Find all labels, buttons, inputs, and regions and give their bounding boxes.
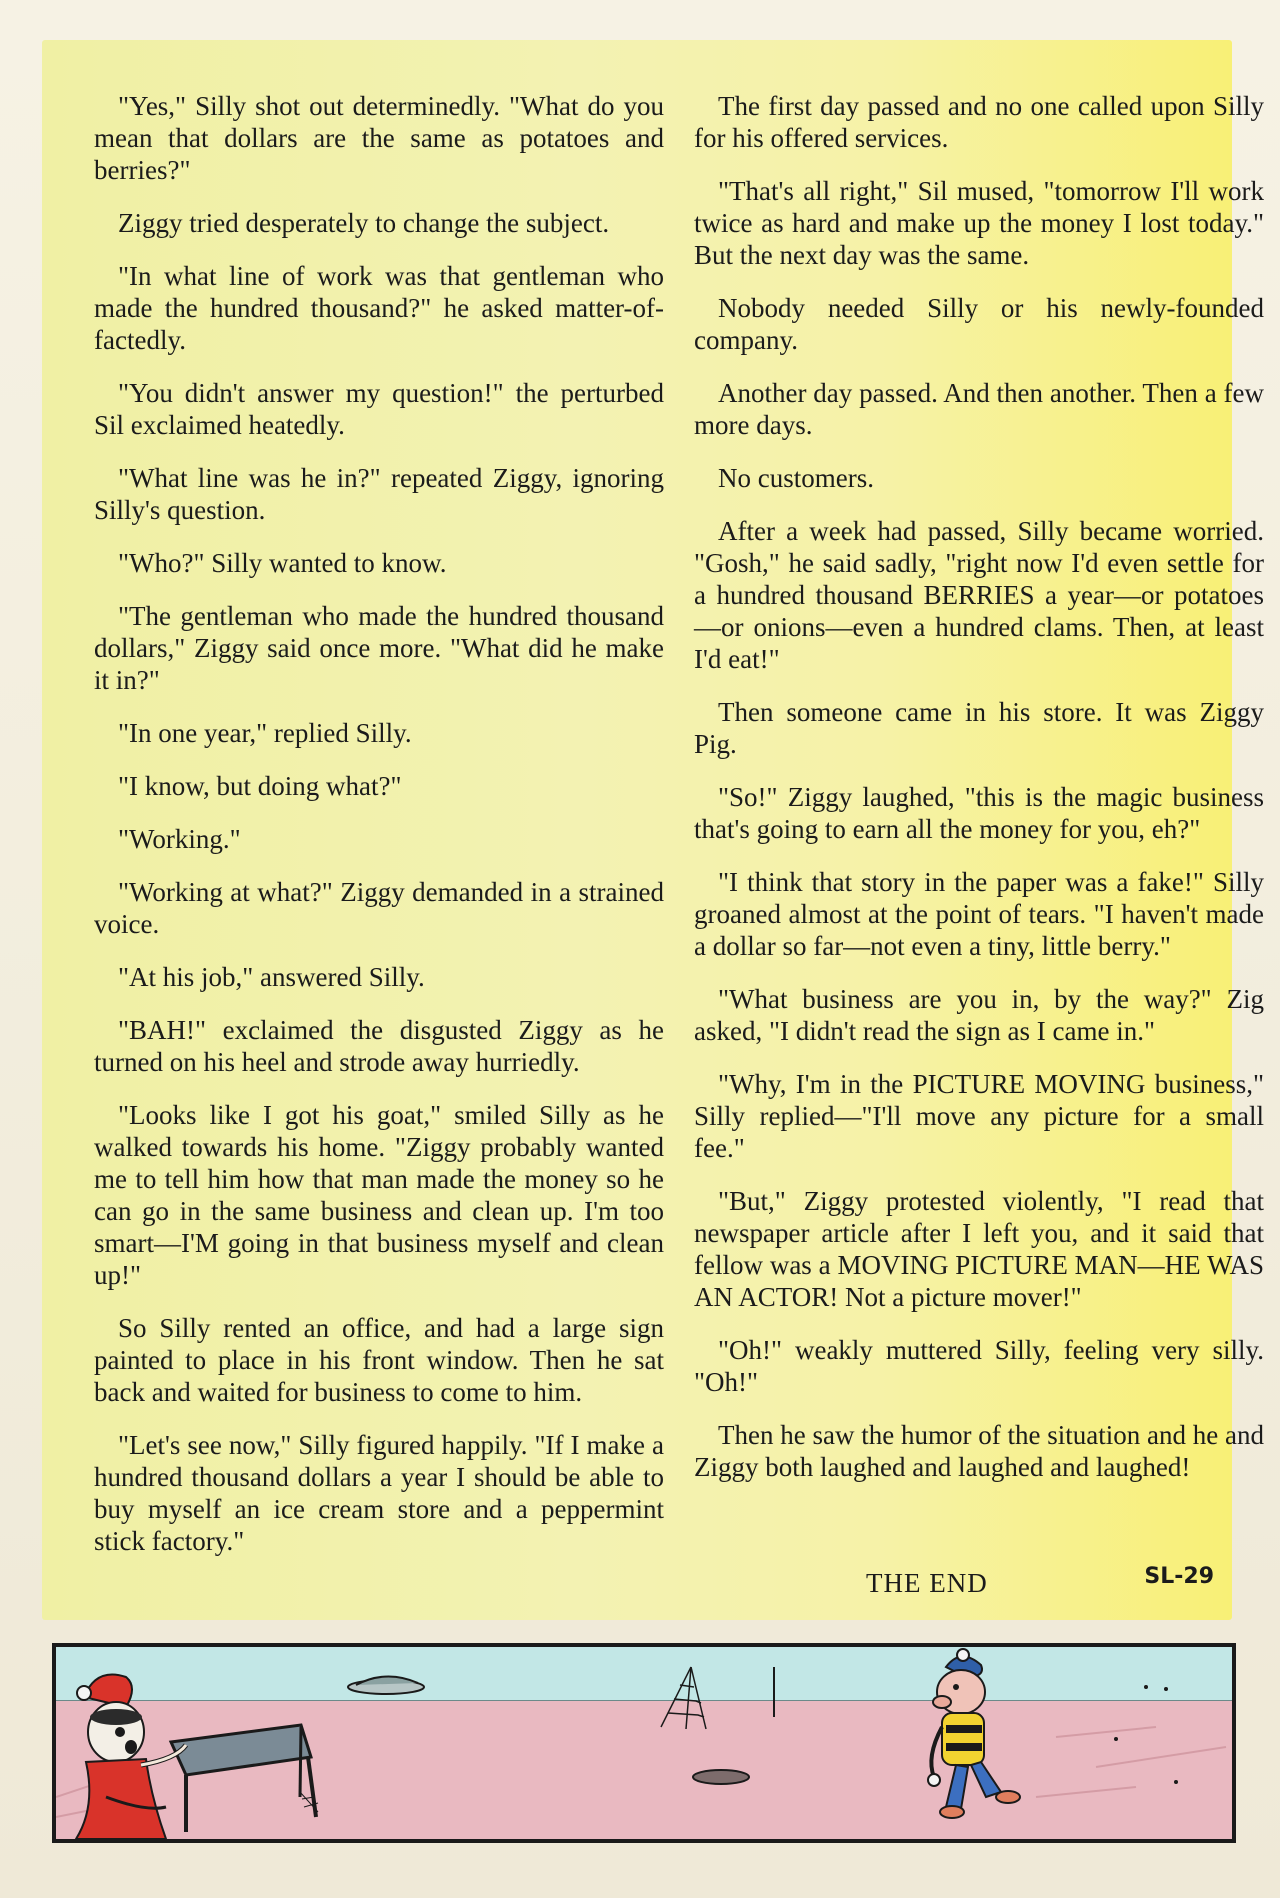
- paragraph: So Silly rented an office, and had a large sign painted to place in his front window. Then he sat back and waited for business to come to him.: [94, 1313, 664, 1407]
- cartoon-panel: [52, 1643, 1236, 1843]
- paragraph: "In one year," replied Silly.: [118, 718, 412, 748]
- paragraph: Then someone came in his store. It was Ziggy Pig.: [694, 697, 1264, 759]
- paragraph: Then he saw the humor of the situation and he and Ziggy both laughed and laughed and laughed!: [694, 1420, 1264, 1482]
- paragraph: Another day passed. And then another. Then a few more days.: [694, 378, 1264, 440]
- paragraph: Nobody needed Silly or his newly-founded company.: [694, 293, 1264, 355]
- ending-row: [652, 1564, 1222, 1608]
- left-text-column: [94, 90, 664, 1578]
- paragraph: "So!" Ziggy laughed, "this is the magic business that's going to earn all the money for you, eh?": [694, 782, 1264, 844]
- cartoon-illustration: [56, 1647, 1232, 1839]
- paragraph: "You didn't answer my question!" the perturbed Sil exclaimed heatedly.: [94, 378, 664, 440]
- paragraph: "Let's see now," Silly figured happily. "If I make a hundred thousand dollars a year I should be able to buy myself an ice cream store and a peppermint stick factory.": [94, 1430, 664, 1556]
- paragraph: "I think that story in the paper was a fake!" Silly groaned almost at the point of tears. "I haven't made a dollar so far—not even a tiny, little berry.": [694, 867, 1264, 961]
- paragraph: Ziggy tried desperately to change the subject.: [118, 208, 610, 238]
- paragraph: "But," Ziggy protested violently, "I read that newspaper article after I left you, and it said that fellow was a MOVING PICTURE MAN—HE WAS AN ACTOR! Not a picture mover!": [694, 1186, 1264, 1312]
- paragraph: "Why, I'm in the PICTURE MOVING business," Silly replied—"I'll move any picture for a small fee.": [694, 1069, 1264, 1163]
- paragraph: "Looks like I got his goat," smiled Silly as he walked towards his home. "Ziggy probably wanted me to tell him how that man made the money so he can go in the same business and clean up. I'm too smart—I'M going in that business myself and clean up!": [94, 1100, 664, 1290]
- floor-hole: [693, 1770, 749, 1784]
- paragraph: "Oh!" weakly muttered Silly, feeling very silly. "Oh!": [694, 1335, 1264, 1397]
- paragraph: "The gentleman who made the hundred thousand dollars," Ziggy said once more. "What did he make it in?": [94, 601, 664, 695]
- paragraph: "What business are you in, by the way?" Zig asked, "I didn't read the sign as I came in.": [694, 984, 1264, 1046]
- paragraph: No customers.: [718, 463, 874, 493]
- right-text-column: [694, 90, 1264, 1504]
- paragraph: "Working.": [118, 824, 241, 854]
- paragraph: After a week had passed, Silly became worried. "Gosh," he said sadly, "right now I'd even settle for a hundred thousand BERRIES a year—or potatoes—or onions—even a hundred clams. Then, at least I'd eat!": [694, 516, 1264, 674]
- paragraph: "In what line of work was that gentleman who made the hundred thousand?" he asked matter-of-factedly.: [94, 261, 664, 355]
- paragraph: "At his job," answered Silly.: [118, 962, 425, 992]
- paragraph: "What line was he in?" repeated Ziggy, ignoring Silly's question.: [94, 463, 664, 525]
- paragraph: "BAH!" exclaimed the disgusted Ziggy as he turned on his heel and strode away hurriedly.: [94, 1015, 664, 1077]
- paragraph: "That's all right," Sil mused, "tomorrow I'll work twice as hard and make up the money I lost today." But the next day was the same.: [694, 176, 1264, 270]
- floor: [56, 1701, 1232, 1839]
- paragraph: "Working at what?" Ziggy demanded in a strained voice.: [94, 877, 664, 939]
- story-text-block: [42, 40, 1264, 1620]
- paragraph: "Who?" Silly wanted to know.: [118, 548, 447, 578]
- page-code: SL-29: [1144, 1564, 1214, 1589]
- paragraph: The first day passed and no one called upon Silly for his offered services.: [694, 91, 1264, 153]
- paragraph: "I know, but doing what?": [118, 771, 402, 801]
- paragraph: "Yes," Silly shot out determinedly. "What do you mean that dollars are the same as potatoes and berries?": [94, 91, 664, 185]
- the-end-label: THE END: [866, 1568, 988, 1598]
